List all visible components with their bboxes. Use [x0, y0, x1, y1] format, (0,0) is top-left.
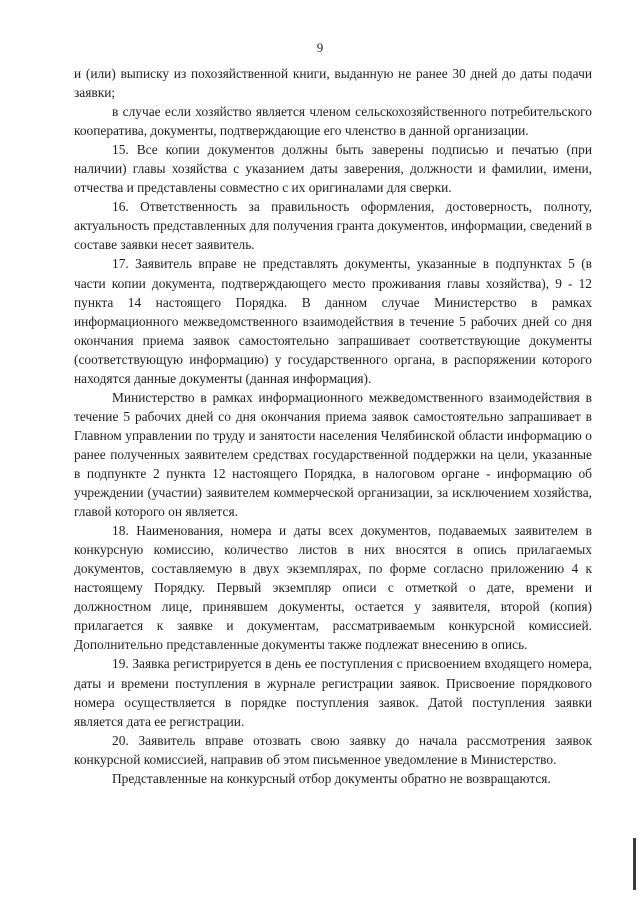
paragraph-15: 15. Все копии документов должны быть заверены подписью и печатью (при наличии) главы хозяйства с указанием даты заверения, должности и фамилии, имени, отчества и представлены совместно с их оригиналами для сверки.	[74, 142, 592, 196]
paragraph-continuation: и (или) выписку из похозяйственной книги, выданную не ранее 30 дней до даты подачи заявки;	[74, 66, 592, 101]
paragraph-17: 17. Заявитель вправе не представлять документы, указанные в подпунктах 5 (в части копии документа, подтверждающего место проживания главы хозяйства), 9 - 12 пункта 14 настоящего Порядка. В данном случае Министерство в рамках информационного межведомственного взаимодействия в течение 5 рабочих дней со дня окончания приема заявок самостоятельно запрашивает соответствующие документы (соответствующую информацию) у государственного органа, в распоряжении которого находятся данные документы (данная информация).	[74, 256, 592, 386]
paragraph-18: 18. Наименования, номера и даты всех документов, подаваемых заявителем в конкурсную комиссию, количество листов в них вносятся в опись прилагаемых документов, составляемую в двух экземплярах, по форме согласно приложению 4 к настоящему Порядку. Первый экземпляр описи с отметкой о дате, времени и должностном лице, принявшем документы, остается у заявителя, второй (копия) прилагается к заявке и документам, рассматриваемым конкурсной комиссией. Дополнительно представленные документы также подлежат внесению в опись.	[74, 523, 592, 653]
paragraph-16: 16. Ответственность за правильность оформления, достоверность, полноту, актуальность представленных для получения гранта документов, информации, сведений в составе заявки несет заявитель.	[74, 199, 592, 253]
document-body	[74, 64, 592, 788]
paragraph-documents-not-returned: Представленные на конкурсный отбор документы обратно не возвращаются.	[112, 770, 551, 786]
paragraph-20: 20. Заявитель вправе отозвать свою заявку до начала рассмотрения заявок конкурсной комиссией, направив об этом письменное уведомление в Министерство.	[74, 732, 592, 767]
page-number: 9	[316, 40, 324, 55]
paragraph-ministry-request: Министерство в рамках информационного межведомственного взаимодействия в течение 5 рабочих дней со дня окончания приема заявок самостоятельно запрашивает в Главном управлении по труду и занятости населения Челябинской области информацию о ранее полученных заявителем средствах государственной поддержки на цели, указанные в подпункте 2 пункта 12 настоящего Порядка, в налоговом органе - информацию об учреждении (участии) заявителем коммерческой организации, за исключением хозяйства, главой которого он является.	[74, 389, 592, 520]
scan-edge-mark	[633, 838, 636, 890]
paragraph-cooperative-membership: в случае если хозяйство является членом сельскохозяйственного потребительского кооператива, документы, подтверждающие его членство в данной организации.	[74, 104, 592, 139]
paragraph-19: 19. Заявка регистрируется в день ее поступления с присвоением входящего номера, даты и времени поступления в журнале регистрации заявок. Присвоение порядкового номера осуществляется в порядке поступления заявок. Датой поступления заявки является дата ее регистрации.	[74, 656, 592, 729]
